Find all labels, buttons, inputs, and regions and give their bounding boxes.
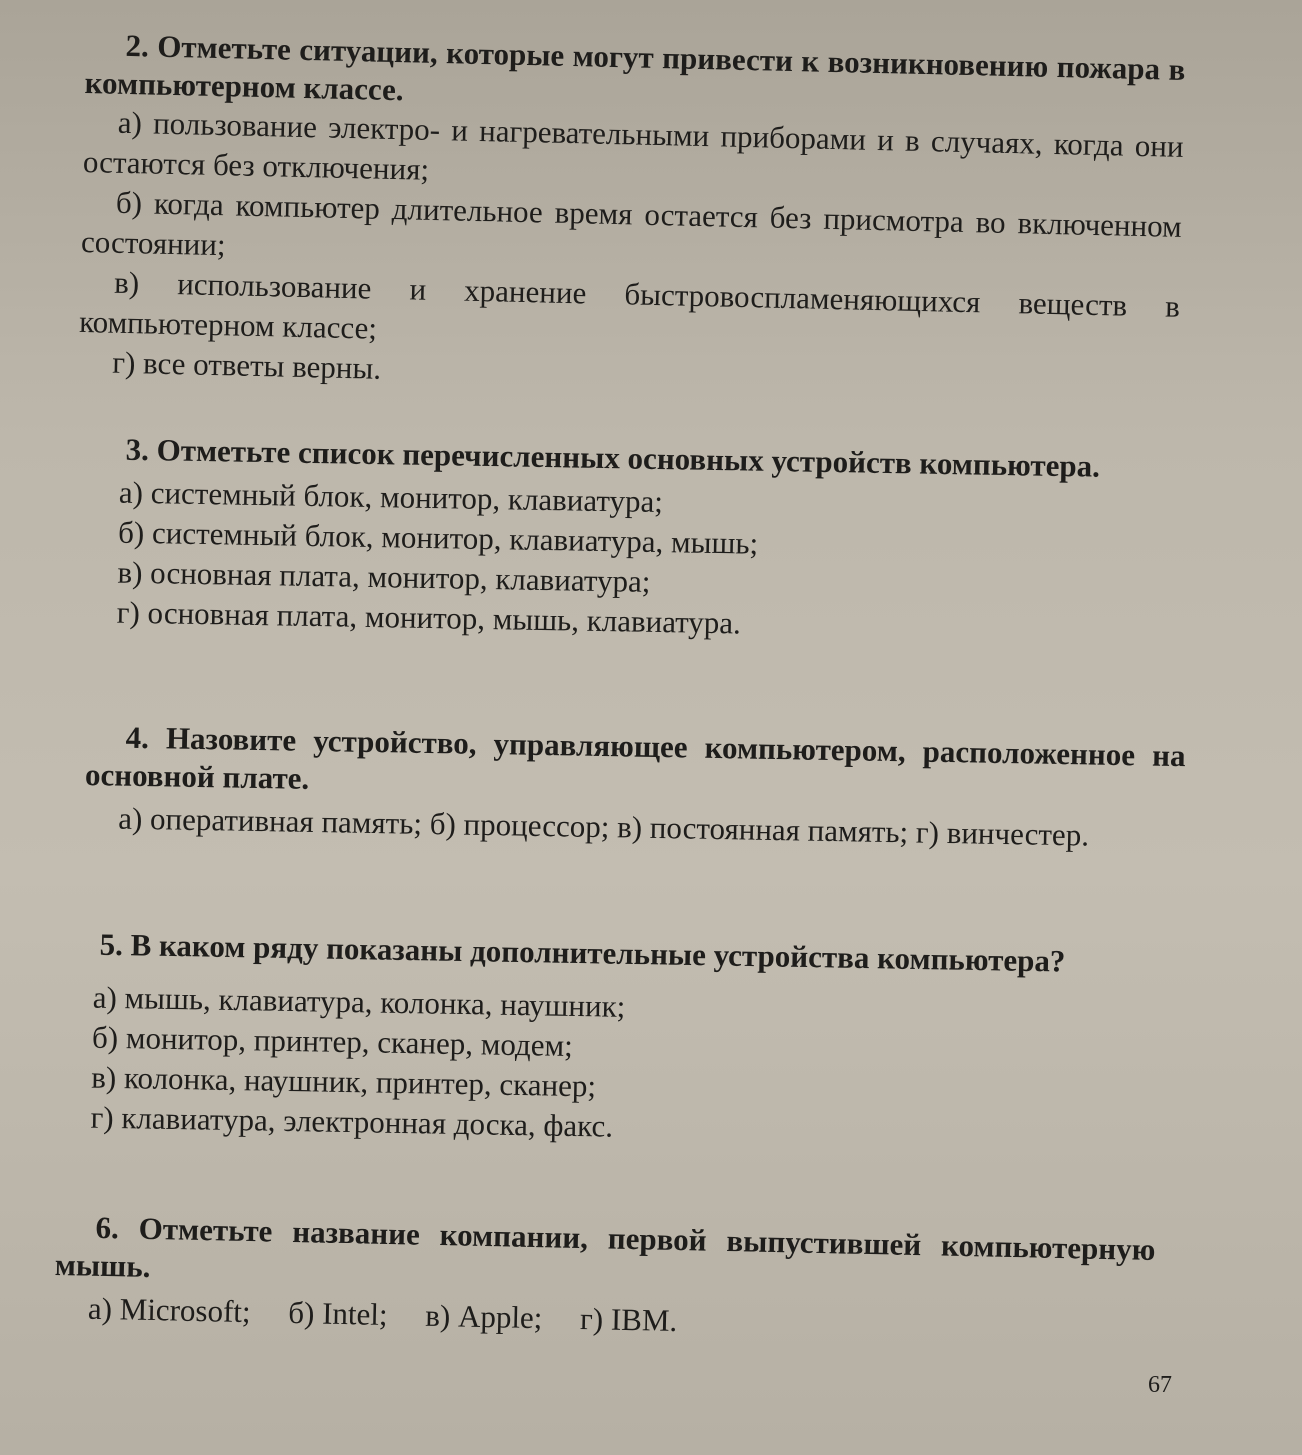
question-2 (78, 26, 1186, 407)
question-5-title: 5. В каком ряду показаны дополнительные устройства компьютера? (99, 926, 1066, 979)
question-6 (53, 1208, 1155, 1351)
question-3-option-b: б) системный блок, монитор, клавиатура, мышь; (117, 514, 759, 561)
question-2-option-a: а) пользование электро- и нагревательными приборами и в случаях, когда они остаются без отключения; (82, 104, 1184, 187)
question-5-option-a: а) мышь, клавиатура, колонка, наушник; (92, 979, 626, 1024)
question-5-option-c: в) колонка, наушник, принтер, сканер; (91, 1059, 597, 1104)
question-2-option-c: в) использование и хранение быстровоспламеняющихся веществ в компьютерном классе; (78, 264, 1181, 346)
question-6-option-c: в) Apple; (424, 1297, 543, 1336)
question-4-options: а) оперативная память; б) процессор; в) постоянная память; г) винчестер. (117, 800, 1090, 853)
question-2-option-b: б) когда компьютер длительное время остается без присмотра во включенном состоянии; (80, 184, 1183, 263)
page-number: 67 (1148, 1372, 1172, 1398)
question-6-option-a: а) Microsoft; (87, 1290, 251, 1330)
question-6-option-b: б) Intel; (287, 1294, 388, 1332)
question-3-option-c: в) основная плата, монитор, клавиатура; (117, 554, 651, 599)
question-5-option-d: г) клавиатура, электронная доска, факс. (90, 1099, 614, 1144)
question-2-option-d: г) все ответы верны. (111, 344, 382, 386)
question-5 (56, 925, 1160, 1156)
question-5-option-b: б) монитор, принтер, сканер, модем; (91, 1019, 574, 1063)
question-3-title: 3. Отметьте список перечисленных основных устройств компьютера. (125, 431, 1101, 484)
question-3-option-a: а) системный блок, монитор, клавиатура; (118, 474, 664, 520)
question-4 (84, 718, 1186, 857)
question-3-option-d: г) основная плата, монитор, мышь, клавиатура. (116, 594, 742, 641)
question-2-title: 2. Отметьте ситуации, которые могут привести к возникновению пожара в компьютерном классе. (84, 27, 1186, 108)
question-6-option-d: г) IBM. (579, 1301, 678, 1339)
question-3 (82, 430, 1185, 651)
question-4-title: 4. Назовите устройство, управляющее компьютером, расположенное на основной плате. (84, 719, 1186, 796)
question-6-title: 6. Отметьте название компании, первой выпустившей компьютерную мышь. (54, 1209, 1156, 1284)
